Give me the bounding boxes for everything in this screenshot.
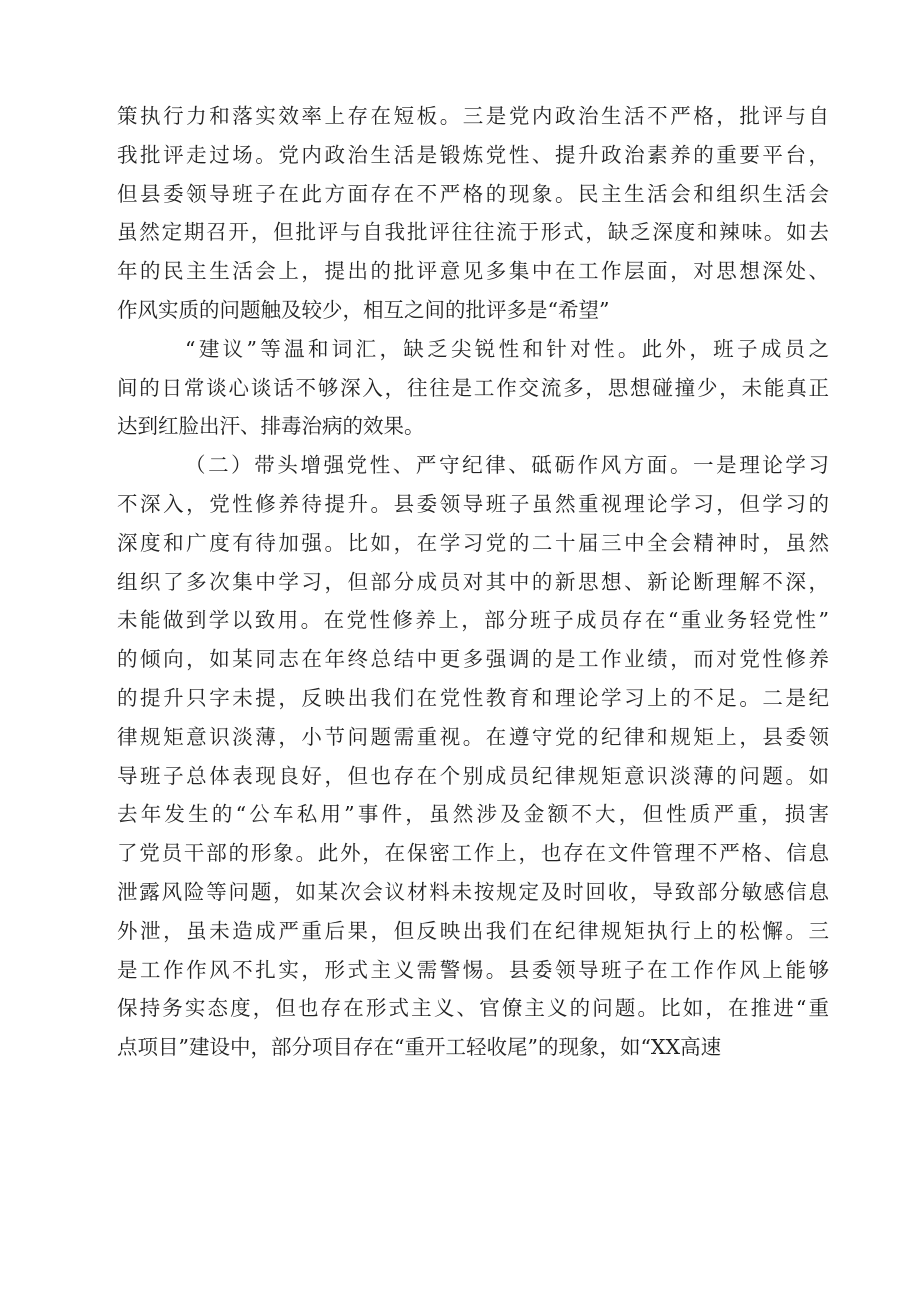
text-line: （二）带头增强党性、严守纪律、砥砺作风方面。一是理论学习 <box>185 453 829 478</box>
paragraph <box>117 330 829 446</box>
text-line: “建议”等温和词汇，缺乏尖锐性和针对性。此外，班子成员之 <box>185 336 829 361</box>
text-line: 的倾向，如某同志在年终总结中更多强调的是工作业绩，而对党性修养 <box>117 647 829 672</box>
text-line: 去年发生的“公车私用”事件，虽然涉及金额不大，但性质严重，损害 <box>117 802 829 827</box>
text-line: 达到红脸出汗、排毒治病的效果。 <box>117 414 425 439</box>
text-line: 组织了多次集中学习，但部分成员对其中的新思想、新论断理解不深， <box>117 569 829 594</box>
document-body <box>117 97 829 1067</box>
text-line: 是工作作风不扎实，形式主义需警惕。县委领导班子在工作作风上能够 <box>117 957 829 982</box>
paragraph <box>117 446 829 1067</box>
text-line: 我批评走过场。党内政治生活是锻炼党性、提升政治素养的重要平台， <box>117 142 829 167</box>
text-line: 年的民主生活会上，提出的批评意见多集中在工作层面，对思想深处、 <box>117 259 829 284</box>
text-line: 作风实质的问题触及较少，相互之间的批评多是“希望” <box>117 297 610 322</box>
text-line: 未能做到学以致用。在党性修养上，部分班子成员存在“重业务轻党性” <box>117 608 829 633</box>
text-line: 律规矩意识淡薄，小节问题需重视。在遵守党的纪律和规矩上，县委领 <box>117 724 829 749</box>
text-line: 的提升只字未提，反映出我们在党性教育和理论学习上的不足。二是纪 <box>117 685 829 710</box>
text-line: 间的日常谈心谈话不够深入，往往是工作交流多，思想碰撞少，未能真正 <box>117 375 829 400</box>
text-line: 外泄，虽未造成严重后果，但反映出我们在纪律规矩执行上的松懈。三 <box>117 918 829 943</box>
paragraph <box>117 97 829 330</box>
text-line: 但县委领导班子在此方面存在不严格的现象。民主生活会和组织生活会 <box>117 181 829 206</box>
text-line: 泄露风险等问题，如某次会议材料未按规定及时回收，导致部分敏感信息 <box>117 879 829 904</box>
text-line: 点项目”建设中，部分项目存在“重开工轻收尾”的现象，如“XX高速 <box>117 1035 722 1060</box>
text-line: 深度和广度有待加强。比如，在学习党的二十届三中全会精神时，虽然 <box>117 530 829 555</box>
text-line: 策执行力和落实效率上存在短板。三是党内政治生活不严格，批评与自 <box>117 104 829 128</box>
text-line: 了党员干部的形象。此外，在保密工作上，也存在文件管理不严格、信息 <box>117 841 829 866</box>
text-line: 不深入，党性修养待提升。县委领导班子虽然重视理论学习，但学习的 <box>117 491 829 516</box>
text-line: 虽然定期召开，但批评与自我批评往往流于形式，缺乏深度和辣味。如去 <box>117 220 829 245</box>
text-line: 保持务实态度，但也存在形式主义、官僚主义的问题。比如，在推进“重 <box>117 996 829 1021</box>
text-line: 导班子总体表现良好，但也存在个别成员纪律规矩意识淡薄的问题。如 <box>117 763 829 788</box>
